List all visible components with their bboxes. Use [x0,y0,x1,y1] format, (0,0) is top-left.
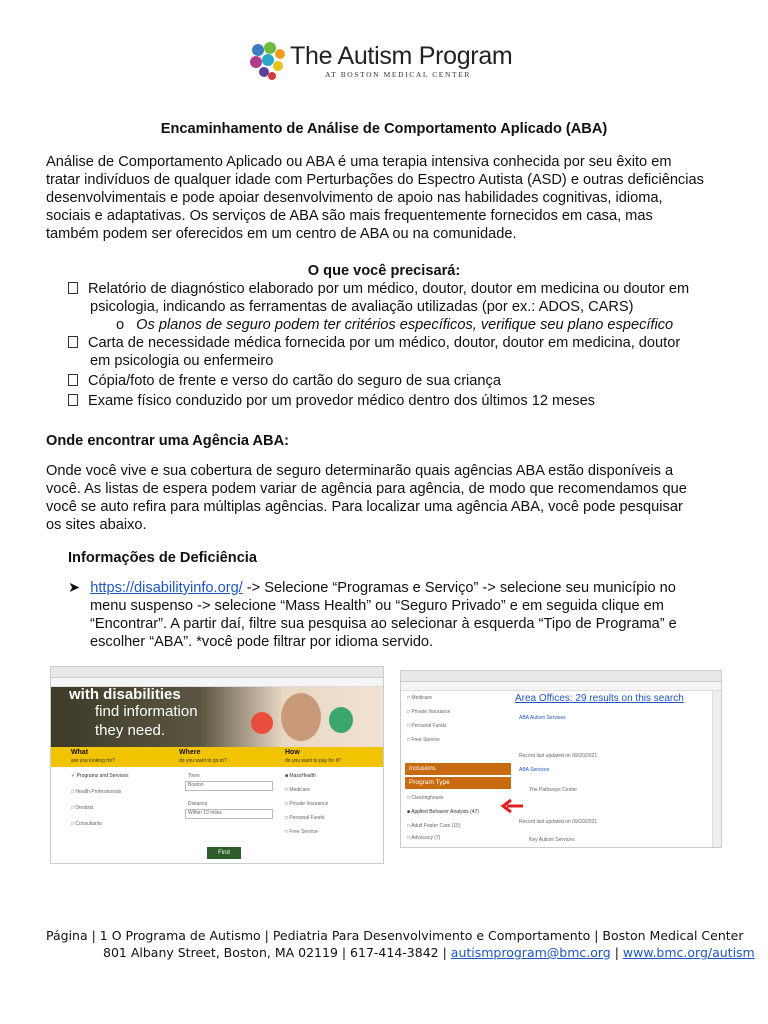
find-button[interactable]: Find [207,847,241,859]
distance-select[interactable]: Within 10 miles [185,809,273,819]
program-type-panel[interactable]: Program Type [405,777,511,789]
results-title: Area Offices: 29 results on this search [515,693,684,704]
arrow-bullet-icon: ➤ [68,580,81,596]
program-option[interactable]: □ Advocacy (7) [407,835,441,841]
col-where-sub: do you want to go to? [179,758,227,764]
filter-option[interactable]: □ Private Insurance [407,709,451,715]
scrollbar[interactable] [712,691,721,848]
disability-line: ➤ https://disabilityinfo.org/ -> Selecione “Programas e Serviço” -> selecione seu município no [68,580,676,596]
red-arrow-icon [499,797,525,815]
updated-text: Record last updated on 09/20/2021 [519,819,598,825]
document-title: Encaminhamento de Análise de Comportamento Aplicado (ABA) [160,121,608,137]
how-option[interactable]: □ Personal Funds [285,815,325,821]
inclusions-panel[interactable]: Inclusions [405,763,511,775]
painted-hand-right [329,707,353,733]
list-subitem: o Os planos de seguro podem ter critérios específicos, verifique seu plano específico [116,317,674,333]
find-line: você se auto refira para múltiplas agências. Para localizar uma agência ABA, você pode pesquisar [46,499,683,515]
intro-line: Análise de Comportamento Aplicado ou ABA é uma terapia intensiva conhecida por seu êxito em [46,154,672,170]
browser-address-bar [401,682,721,691]
how-option[interactable]: □ Private Insurance [285,801,329,807]
banner-line: with disabilities [69,686,181,703]
what-option[interactable]: ✓ Programs and Services [71,773,129,779]
disability-line: menu suspenso -> selecione “Mass Health” ou “Seguro Privado” e em seguida clique em [90,598,664,614]
town-label: Town [188,773,200,779]
find-heading: Onde encontrar uma Agência ABA: [46,433,289,449]
find-paragraph [46,462,687,534]
what-option[interactable]: □ Consultants [71,821,102,827]
logo-title: The Autism Program [290,42,513,70]
need-list [68,280,689,410]
col-how: How [285,749,300,756]
search-header-band [51,747,383,767]
find-line: você. As listas de espera podem variar de agência para agência, de modo que recomendamos que [46,481,687,497]
disability-heading: Informações de Deficiência [68,550,257,566]
footer-line-1: Página | 1 O Programa de Autismo | Pediatria Para Desenvolvimento e Comportamento | Boston Medical Center [46,928,744,943]
distance-label: Distance [188,801,208,807]
disability-line: escolher “ABA”. *você pode filtrar por idioma servido. [90,634,434,650]
checkbox-bullet-icon [68,282,78,294]
town-select[interactable]: Boston [185,781,273,791]
list-item: Relatório de diagnóstico elaborado por um médico, doutor, doutor em medicina ou doutor em [68,280,689,298]
intro-line: tratar indivíduos de qualquer idade com Perturbações do Espectro Autista (ASD) e outras deficiências [46,172,704,188]
browser-tab-bar [401,671,721,682]
painted-hand-left [251,712,273,734]
result-link[interactable]: The Pathways Center [529,787,578,793]
list-item: Cópia/foto de frente e verso do cartão do seguro de sua criança [68,372,689,390]
col-where: Where [179,749,201,756]
program-option[interactable]: □ Clearinghouse [407,795,444,801]
logo-subtitle: AT BOSTON MEDICAL CENTER [325,70,471,79]
disabilityinfo-link[interactable]: https://disabilityinfo.org/ [90,580,243,596]
footer-line-2: 801 Albany Street, Boston, MA 02119 | 617-414-3842 | autismprogram@bmc.org | www.bmc.org/autism [103,945,755,960]
list-item: Carta de necessidade médica fornecida por um médico, doutor, doutor em medicina, doutor [68,334,689,352]
puzzle-heart-icon [250,42,286,82]
how-option[interactable]: ■ MassHealth [285,773,316,779]
banner-image [51,687,383,747]
col-what: What [71,749,89,756]
banner-line: they need. [95,722,166,739]
search-results-screenshot [400,670,722,848]
intro-line: desenvolvimentais e pode apoiar desenvolvimento de apoio nas habilidades cognitivas, idioma, [46,190,663,206]
checkbox-bullet-icon [68,394,78,406]
what-option[interactable]: □ Health Professionals [71,789,122,795]
search-form [51,767,383,863]
checkbox-bullet-icon [68,336,78,348]
result-link[interactable]: Key Autism Services [529,837,575,843]
updated-text: Record last updated on 09/20/2021 [519,753,598,759]
need-heading: O que você precisará: [307,263,461,279]
filter-option[interactable]: □ Medicare [407,695,432,701]
intro-paragraph [46,153,704,243]
what-option[interactable]: □ Dentists [71,805,94,811]
find-line: Onde você vive e sua cobertura de seguro determinarão quais agências ABA estão disponíveis a [46,463,674,479]
how-option[interactable]: □ Medicare [285,787,310,793]
child-photo [281,693,321,741]
col-how-sub: do you want to pay for it? [285,758,341,764]
intro-line: também podem ser oferecidos em um centro de ABA ou na comunidade. [46,226,517,242]
how-option[interactable]: □ Free Service [285,829,318,835]
website-link[interactable]: www.bmc.org/autism [622,945,755,960]
list-item: Exame físico conduzido por um provedor médico dentro dos últimos 12 meses [68,392,689,410]
filter-option[interactable]: □ Personal Funds [407,723,447,729]
disability-paragraph [68,579,677,651]
list-item-continuation: em psicologia ou enfermeiro [90,353,274,369]
intro-line: sociais e adaptativas. Os serviços de ABA são mais frequentemente fornecidos em casa, mas [46,208,653,224]
program-option[interactable]: ■ Applied Behavior Analysis (47) [407,809,479,815]
result-link[interactable]: ABA Services [519,767,550,773]
email-link[interactable]: autismprogram@bmc.org [450,945,611,960]
col-what-sub: are you looking for? [71,758,115,764]
circle-bullet-icon: o [116,317,125,333]
disability-line: “Encontrar”. A partir daí, filtre sua pesquisa ao selecionar à esquerda “Tipo de Programa” e [90,616,677,632]
program-option[interactable]: □ Adult Foster Care (15) [407,823,461,829]
checkbox-bullet-icon [68,374,78,386]
results-page [401,691,721,848]
find-line: os sites abaixo. [46,517,147,533]
filter-option[interactable]: □ Free Service [407,737,440,743]
list-item-continuation: psicologia, indicando as ferramentas de avaliação utilizadas (por ex.: ADOS, CARS) [90,299,634,315]
disabilityinfo-screenshot [50,666,384,864]
banner-line: find information [95,703,198,720]
result-link[interactable]: ABA Autism Services [519,715,566,721]
browser-tab-bar [51,667,383,678]
